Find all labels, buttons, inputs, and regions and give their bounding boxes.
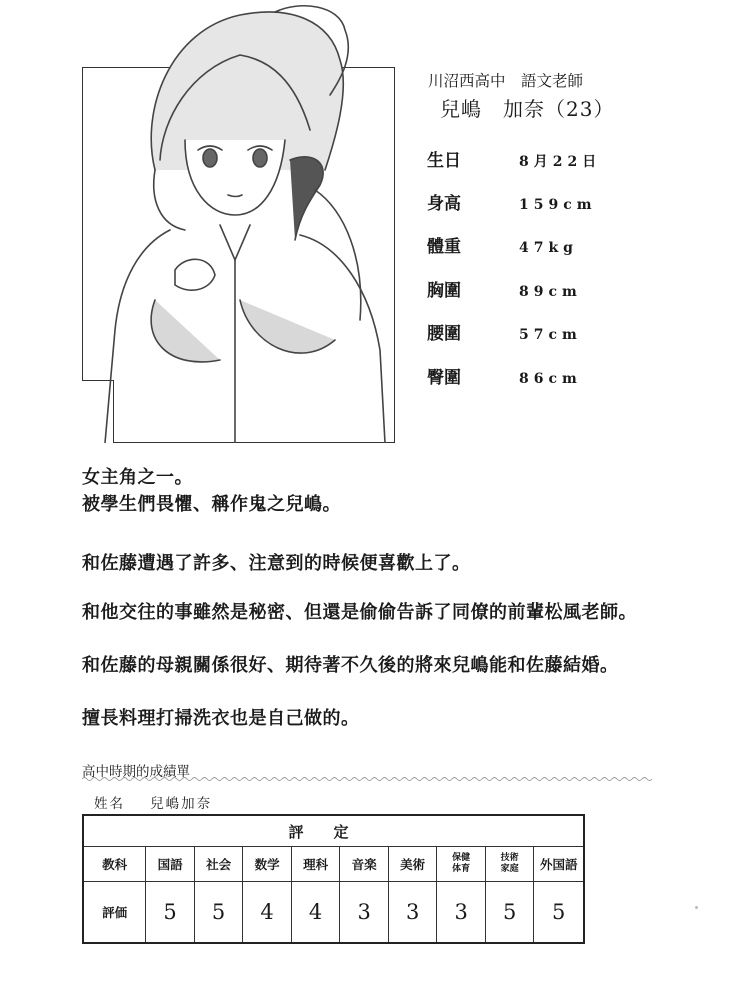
stat-value: 89cm	[519, 284, 582, 300]
stat-label: 身高	[427, 194, 461, 214]
grade-cell: 3	[340, 882, 389, 944]
subject-label: 教科	[83, 847, 146, 882]
profile-name: 兒嶋 加奈（23）	[440, 97, 615, 121]
subject-line: 体育	[452, 864, 471, 874]
name-value: 兒嶋加奈	[150, 796, 213, 812]
subject-cell: 理科	[291, 847, 340, 882]
stat-weight	[427, 232, 578, 257]
subject-line: 家庭	[500, 864, 519, 874]
stat-value: 57cm	[519, 327, 582, 343]
grade-cell: 5	[534, 882, 584, 944]
grade-label: 評価	[83, 882, 146, 944]
grades-table	[82, 814, 585, 944]
grade-cell: 5	[146, 882, 195, 944]
stat-waist	[427, 319, 582, 344]
subject-cell: 社会	[194, 847, 243, 882]
subject-cell: 音楽	[340, 847, 389, 882]
grade-row	[83, 882, 584, 944]
grade-cell: 4	[291, 882, 340, 944]
report-card-title: 高中時期的成績單	[82, 764, 190, 780]
description-line: 女主角之一。	[82, 467, 193, 488]
subject-cell	[485, 847, 534, 882]
stat-label: 生日	[427, 151, 461, 171]
stat-label: 胸圍	[427, 281, 461, 301]
subject-cell: 美術	[388, 847, 437, 882]
subject-row	[83, 847, 584, 882]
description-line: 和佐藤的母親關係很好、期待著不久後的將來兒嶋能和佐藤結婚。	[82, 655, 619, 676]
stat-label: 體重	[427, 237, 461, 257]
stat-label: 臀圍	[427, 368, 461, 388]
stat-value: 159cm	[519, 197, 597, 213]
description-line: 和佐藤遭遇了許多、注意到的時候便喜歡上了。	[82, 553, 471, 574]
subject-cell	[437, 847, 486, 882]
stat-label: 腰圍	[427, 324, 461, 344]
grade-cell: 5	[194, 882, 243, 944]
name-label: 姓名	[94, 796, 125, 812]
subject-cell: 外国語	[534, 847, 584, 882]
stat-bust	[427, 276, 582, 301]
grade-cell: 5	[485, 882, 534, 944]
speck	[695, 906, 698, 909]
report-card-name	[94, 792, 212, 812]
subject-line: 保健	[452, 853, 471, 863]
grade-cell: 4	[243, 882, 292, 944]
grade-cell: 3	[437, 882, 486, 944]
grade-cell: 3	[388, 882, 437, 944]
description-line: 和他交往的事雖然是秘密、但還是偷偷告訴了同僚的前輩松風老師。	[82, 602, 637, 623]
stat-value: 8月22日	[519, 154, 602, 170]
stat-value: 47kg	[519, 240, 578, 256]
description-line: 擅長料理打掃洗衣也是自己做的。	[82, 708, 360, 729]
wavy-divider	[82, 776, 667, 782]
character-illustration	[100, 0, 390, 443]
subject-cell: 数学	[243, 847, 292, 882]
description-line: 被學生們畏懼、稱作鬼之兒嶋。	[82, 494, 341, 515]
stat-height	[427, 189, 597, 214]
grades-header: 評定	[83, 815, 584, 847]
stat-value: 86cm	[519, 371, 582, 387]
profile-school-role: 川沼西高中 語文老師	[428, 72, 584, 90]
stat-birthday	[427, 146, 601, 171]
subject-cell: 国語	[146, 847, 195, 882]
stat-hips	[427, 363, 582, 388]
subject-line: 技術	[500, 853, 519, 863]
